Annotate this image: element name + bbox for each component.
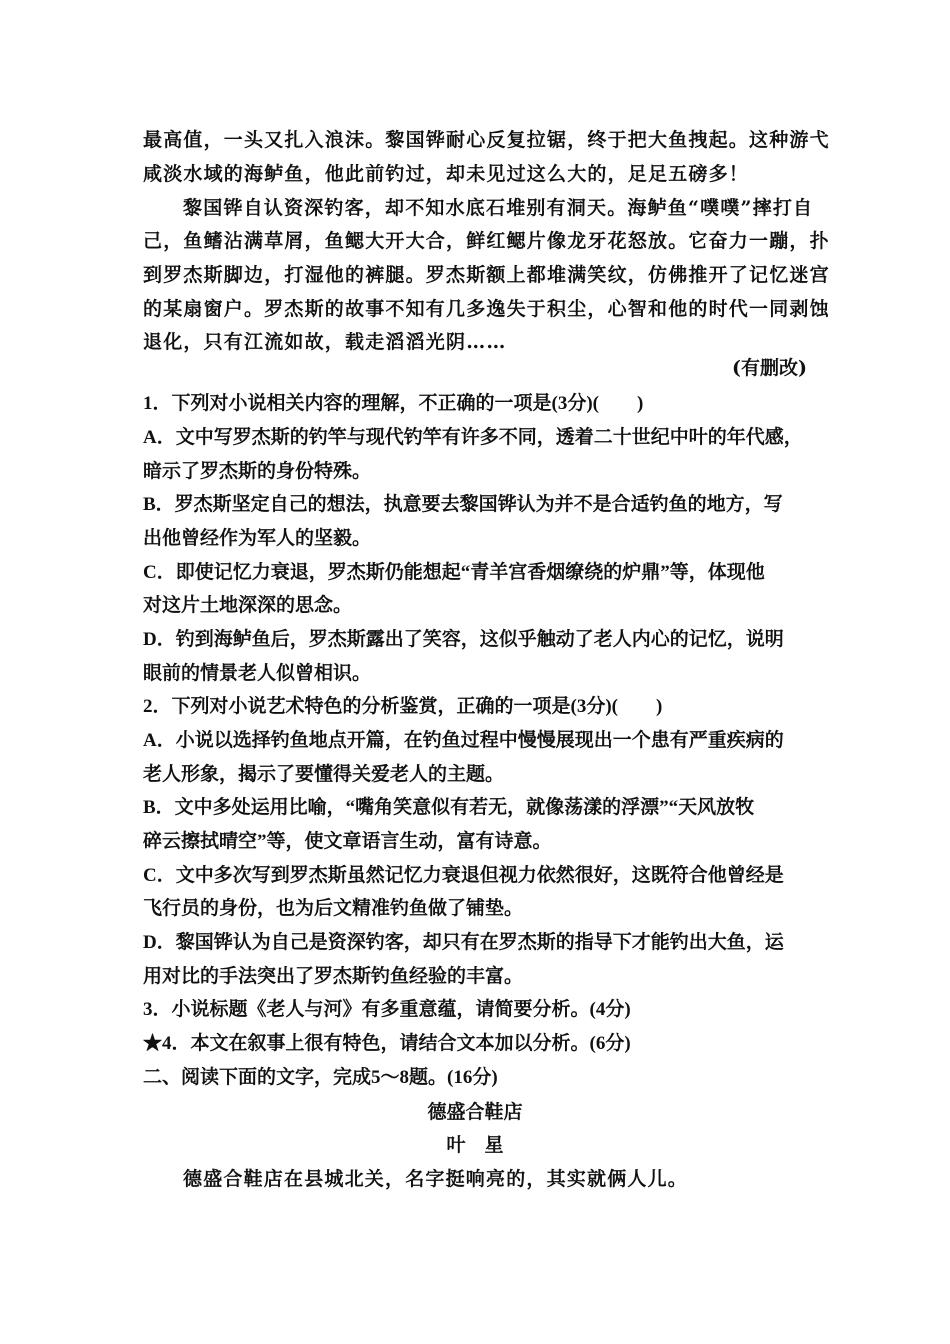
question-1-option-a-cont: 暗示了罗杰斯的身份特殊。 [143, 461, 372, 482]
question-3: 3．小说标题《老人与河》有多重意蕴，请简要分析。(4分) [143, 999, 631, 1020]
question-1-option-c-cont: 对这片土地深深的思念。 [143, 595, 353, 616]
story-first-line: 德盛合鞋店在县城北关，名字挺响亮的，其实就俩人儿。 [183, 1168, 689, 1190]
question-2-option-d-cont: 用对比的手法突出了罗杰斯钓鱼经验的丰富。 [143, 966, 524, 987]
question-2-option-b: B．文中多处运用比喻，“嘴角笑意似有若无，就像荡漾的浮漂”“天风放牧 [143, 797, 755, 818]
question-2-option-d: D．黎国铧认为自己是资深钓客，却只有在罗杰斯的指导下才能钓出大鱼，运 [143, 932, 784, 953]
passage-line-4: 己，鱼鳍沾满草屑，鱼鳃大开大合，鲜红鳃片像龙牙花怒放。它奋力一蹦，扑 [143, 230, 830, 252]
question-1-option-d: D．钓到海鲈鱼后，罗杰斯露出了笑容，这似乎触动了老人内心的记忆，说明 [143, 629, 784, 650]
passage-line-6: 的某扇窗户。罗杰斯的故事不知有几多逸失于积尘，心智和他的时代一同剥蚀 [143, 298, 830, 320]
question-1-option-b-cont: 出他曾经作为军人的坚毅。 [143, 528, 372, 549]
story-author: 叶 星 [446, 1135, 504, 1156]
question-2-option-a: A．小说以选择钓鱼地点开篇，在钓鱼过程中慢慢展现出一个患有严重疾病的 [143, 730, 784, 751]
question-2-option-c: C．文中多次写到罗杰斯虽然记忆力衰退但视力依然很好，这既符合他曾经是 [143, 865, 784, 886]
passage-line-2: 咸淡水域的海鲈鱼，他此前钓过，却未见过这么大的，足足五磅多！ [143, 163, 750, 185]
passage-line-3: 黎国铧自认资深钓客，却不知水底石堆别有洞天。海鲈鱼“噗噗”摔打自 [183, 197, 814, 219]
question-1-option-b: B．罗杰斯坚定自己的想法，执意要去黎国铧认为并不是合适钓鱼的地方，写 [143, 494, 783, 515]
question-2-stem: 2．下列对小说艺术特色的分析鉴赏，正确的一项是(3分)( ) [143, 696, 663, 717]
question-2-option-c-cont: 飞行员的身份，也为后文精准钓鱼做了铺垫。 [143, 898, 524, 919]
question-1-option-a: A．文中写罗杰斯的钓竿与现代钓竿有许多不同，透着二十世纪中叶的年代感， [143, 427, 803, 448]
question-1-option-c: C．即使记忆力衰退，罗杰斯仍能想起“青羊宫香烟缭绕的炉鼎”等，体现他 [143, 562, 765, 583]
story-title: 德盛合鞋店 [427, 1102, 523, 1123]
section-2-heading: 二、阅读下面的文字，完成5～8题。(16分) [143, 1067, 498, 1088]
passage-line-5: 到罗杰斯脚边，打湿他的裤腿。罗杰斯额上都堆满笑纹，仿佛推开了记忆迷宫 [143, 264, 830, 286]
edit-note: (有删改) [732, 357, 807, 379]
question-2-option-a-cont: 老人形象，揭示了要懂得关爱老人的主题。 [143, 764, 505, 785]
question-1-stem: 1．下列对小说相关内容的理解，不正确的一项是(3分)( ) [143, 393, 644, 414]
passage-line-1: 最高值，一头又扎入浪沫。黎国铧耐心反复拉锯，终于把大鱼拽起。这种游弋 [143, 129, 830, 151]
question-2-option-b-cont: 碎云擦拭晴空”等，使文章语言生动，富有诗意。 [143, 831, 552, 852]
passage-line-7: 退化，只有江流如故，载走滔滔光阴…… [143, 331, 507, 353]
question-4: ★4．本文在叙事上很有特色，请结合文本加以分析。(6分) [143, 1033, 631, 1054]
question-1-option-d-cont: 眼前的情景老人似曾相识。 [143, 663, 372, 684]
